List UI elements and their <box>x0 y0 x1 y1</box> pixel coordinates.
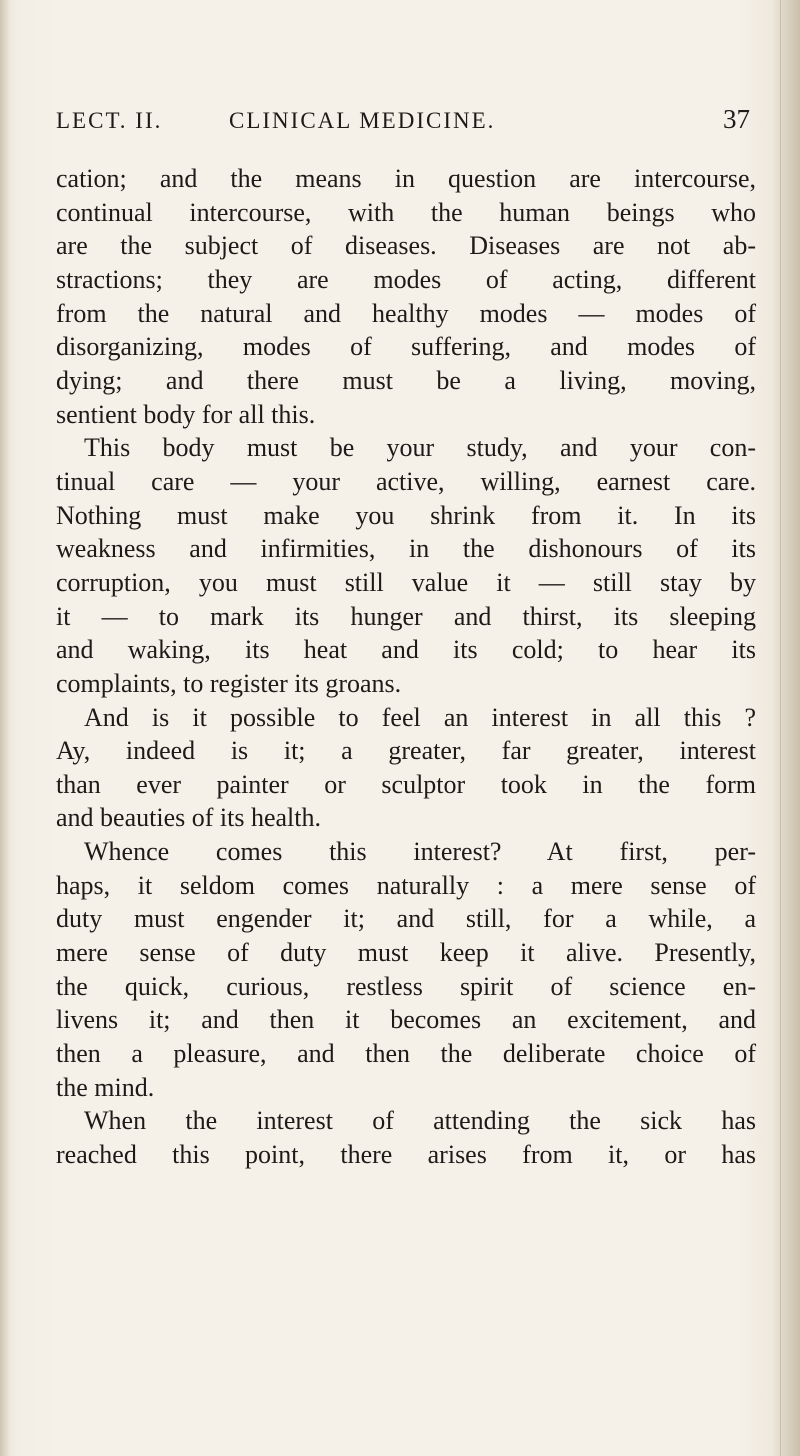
body-text <box>56 162 756 1172</box>
text-line: duty must engender it; and still, for a while, a <box>56 904 756 934</box>
text-line: reached this point, there arises from it, or has <box>56 1140 756 1170</box>
text-line: and beauties of its health. <box>56 803 321 833</box>
text-line: dying; and there must be a living, moving, <box>56 365 756 395</box>
text-line: sentient body for all this. <box>56 399 316 429</box>
text-line: When the interest of attending the sick has <box>84 1106 756 1136</box>
page-right-edge <box>772 0 800 1456</box>
text-line: This body must be your study, and your con- <box>84 433 756 463</box>
page-fore-edge-line <box>780 0 781 1456</box>
text-line: And is it possible to feel an interest in all this ? <box>84 702 756 732</box>
text-line: mere sense of duty must keep it alive. Presently, <box>56 938 756 968</box>
text-line: haps, it seldom comes naturally : a mere sense of <box>56 870 756 900</box>
text-line: cation; and the means in question are intercourse, <box>56 164 756 193</box>
text-line: stractions; they are modes of acting, different <box>56 264 756 294</box>
text-line: then a pleasure, and then the deliberate choice of <box>56 1039 756 1069</box>
text-line: are the subject of diseases. Diseases are not ab- <box>56 231 756 261</box>
text-line: the quick, curious, restless spirit of science en- <box>56 971 756 1001</box>
text-line: and waking, its heat and its cold; to hear its <box>56 635 756 665</box>
text-line: Whence comes this interest? At first, per- <box>84 837 756 867</box>
header-title: CLINICAL MEDICINE. <box>229 108 496 133</box>
header-lecture: LECT. II. <box>56 108 163 133</box>
page-number: 37 <box>723 104 750 134</box>
text-line: Ay, indeed is it; a greater, far greater, interest <box>56 736 756 766</box>
text-line: complaints, to register its groans. <box>56 668 402 698</box>
text-line: tinual care — your active, willing, earnest care. <box>56 466 756 496</box>
text-line: Nothing must make you shrink from it. In its <box>56 500 756 530</box>
text-line: weakness and infirmities, in the dishonours of its <box>56 534 756 564</box>
text-line: the mind. <box>56 1072 155 1102</box>
text-line: continual intercourse, with the human beings who <box>56 197 756 227</box>
text-line: corruption, you must still value it — still stay by <box>56 567 756 597</box>
running-header <box>56 104 756 148</box>
text-line: than ever painter or sculptor took in the form <box>56 769 756 799</box>
text-line: it — to mark its hunger and thirst, its sleeping <box>56 601 756 631</box>
text-line: disorganizing, modes of suffering, and modes of <box>56 332 756 362</box>
text-line: livens it; and then it becomes an excitement, and <box>56 1005 756 1035</box>
page-left-shadow <box>0 0 10 1456</box>
text-line: from the natural and healthy modes — modes of <box>56 298 756 328</box>
